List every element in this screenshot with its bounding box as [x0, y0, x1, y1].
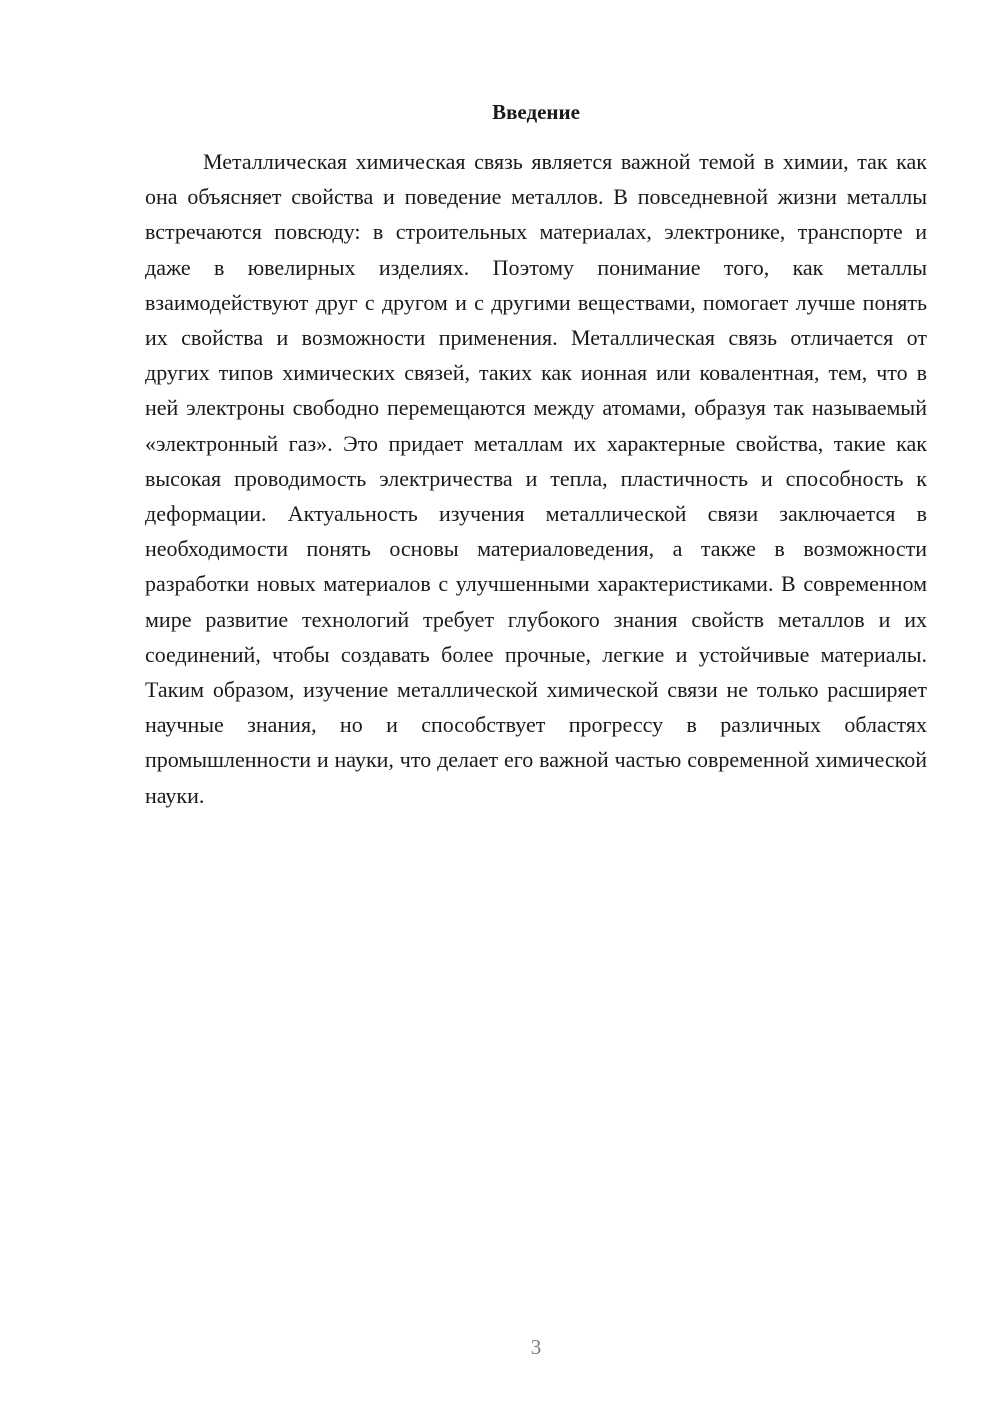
page-number: 3: [530, 1335, 542, 1359]
section-heading: Введение: [492, 100, 580, 124]
body-paragraph: Металлическая химическая связь является важной темой в химии, так как она объясняет свойства и поведение металлов. В повседневной жизни металлы встречаются повсюду: в строительных материалах, электронике, транспорте и даже в ювелирных изделиях. Поэтому понимание того, как металлы взаимодействуют друг с другом и с другими веществами, помогает лучше понять их свойства и возможности применения. Металлическая связь отличается от других типов химических связей, таких как ионная или ковалентная, тем, что в ней электроны свободно перемещаются между атомами, образуя так называемый «электронный газ». Это придает металлам их характерные свойства, такие как высокая проводимость электричества и тепла, пластичность и способность к деформации. Актуальность изучения металлической связи заключается в необходимости понять основы материаловедения, а также в возможности разработки новых материалов с улучшенными характеристиками. В современном мире развитие технологий требует глубокого знания свойств металлов и их соединений, чтобы создавать более прочные, легкие и устойчивые материалы. Таким образом, изучение металлической химической связи не только расширяет научные знания, но и способствует прогрессу в различных областях промышленности и науки, что делает его важной частью современной химической науки.: [145, 149, 927, 808]
